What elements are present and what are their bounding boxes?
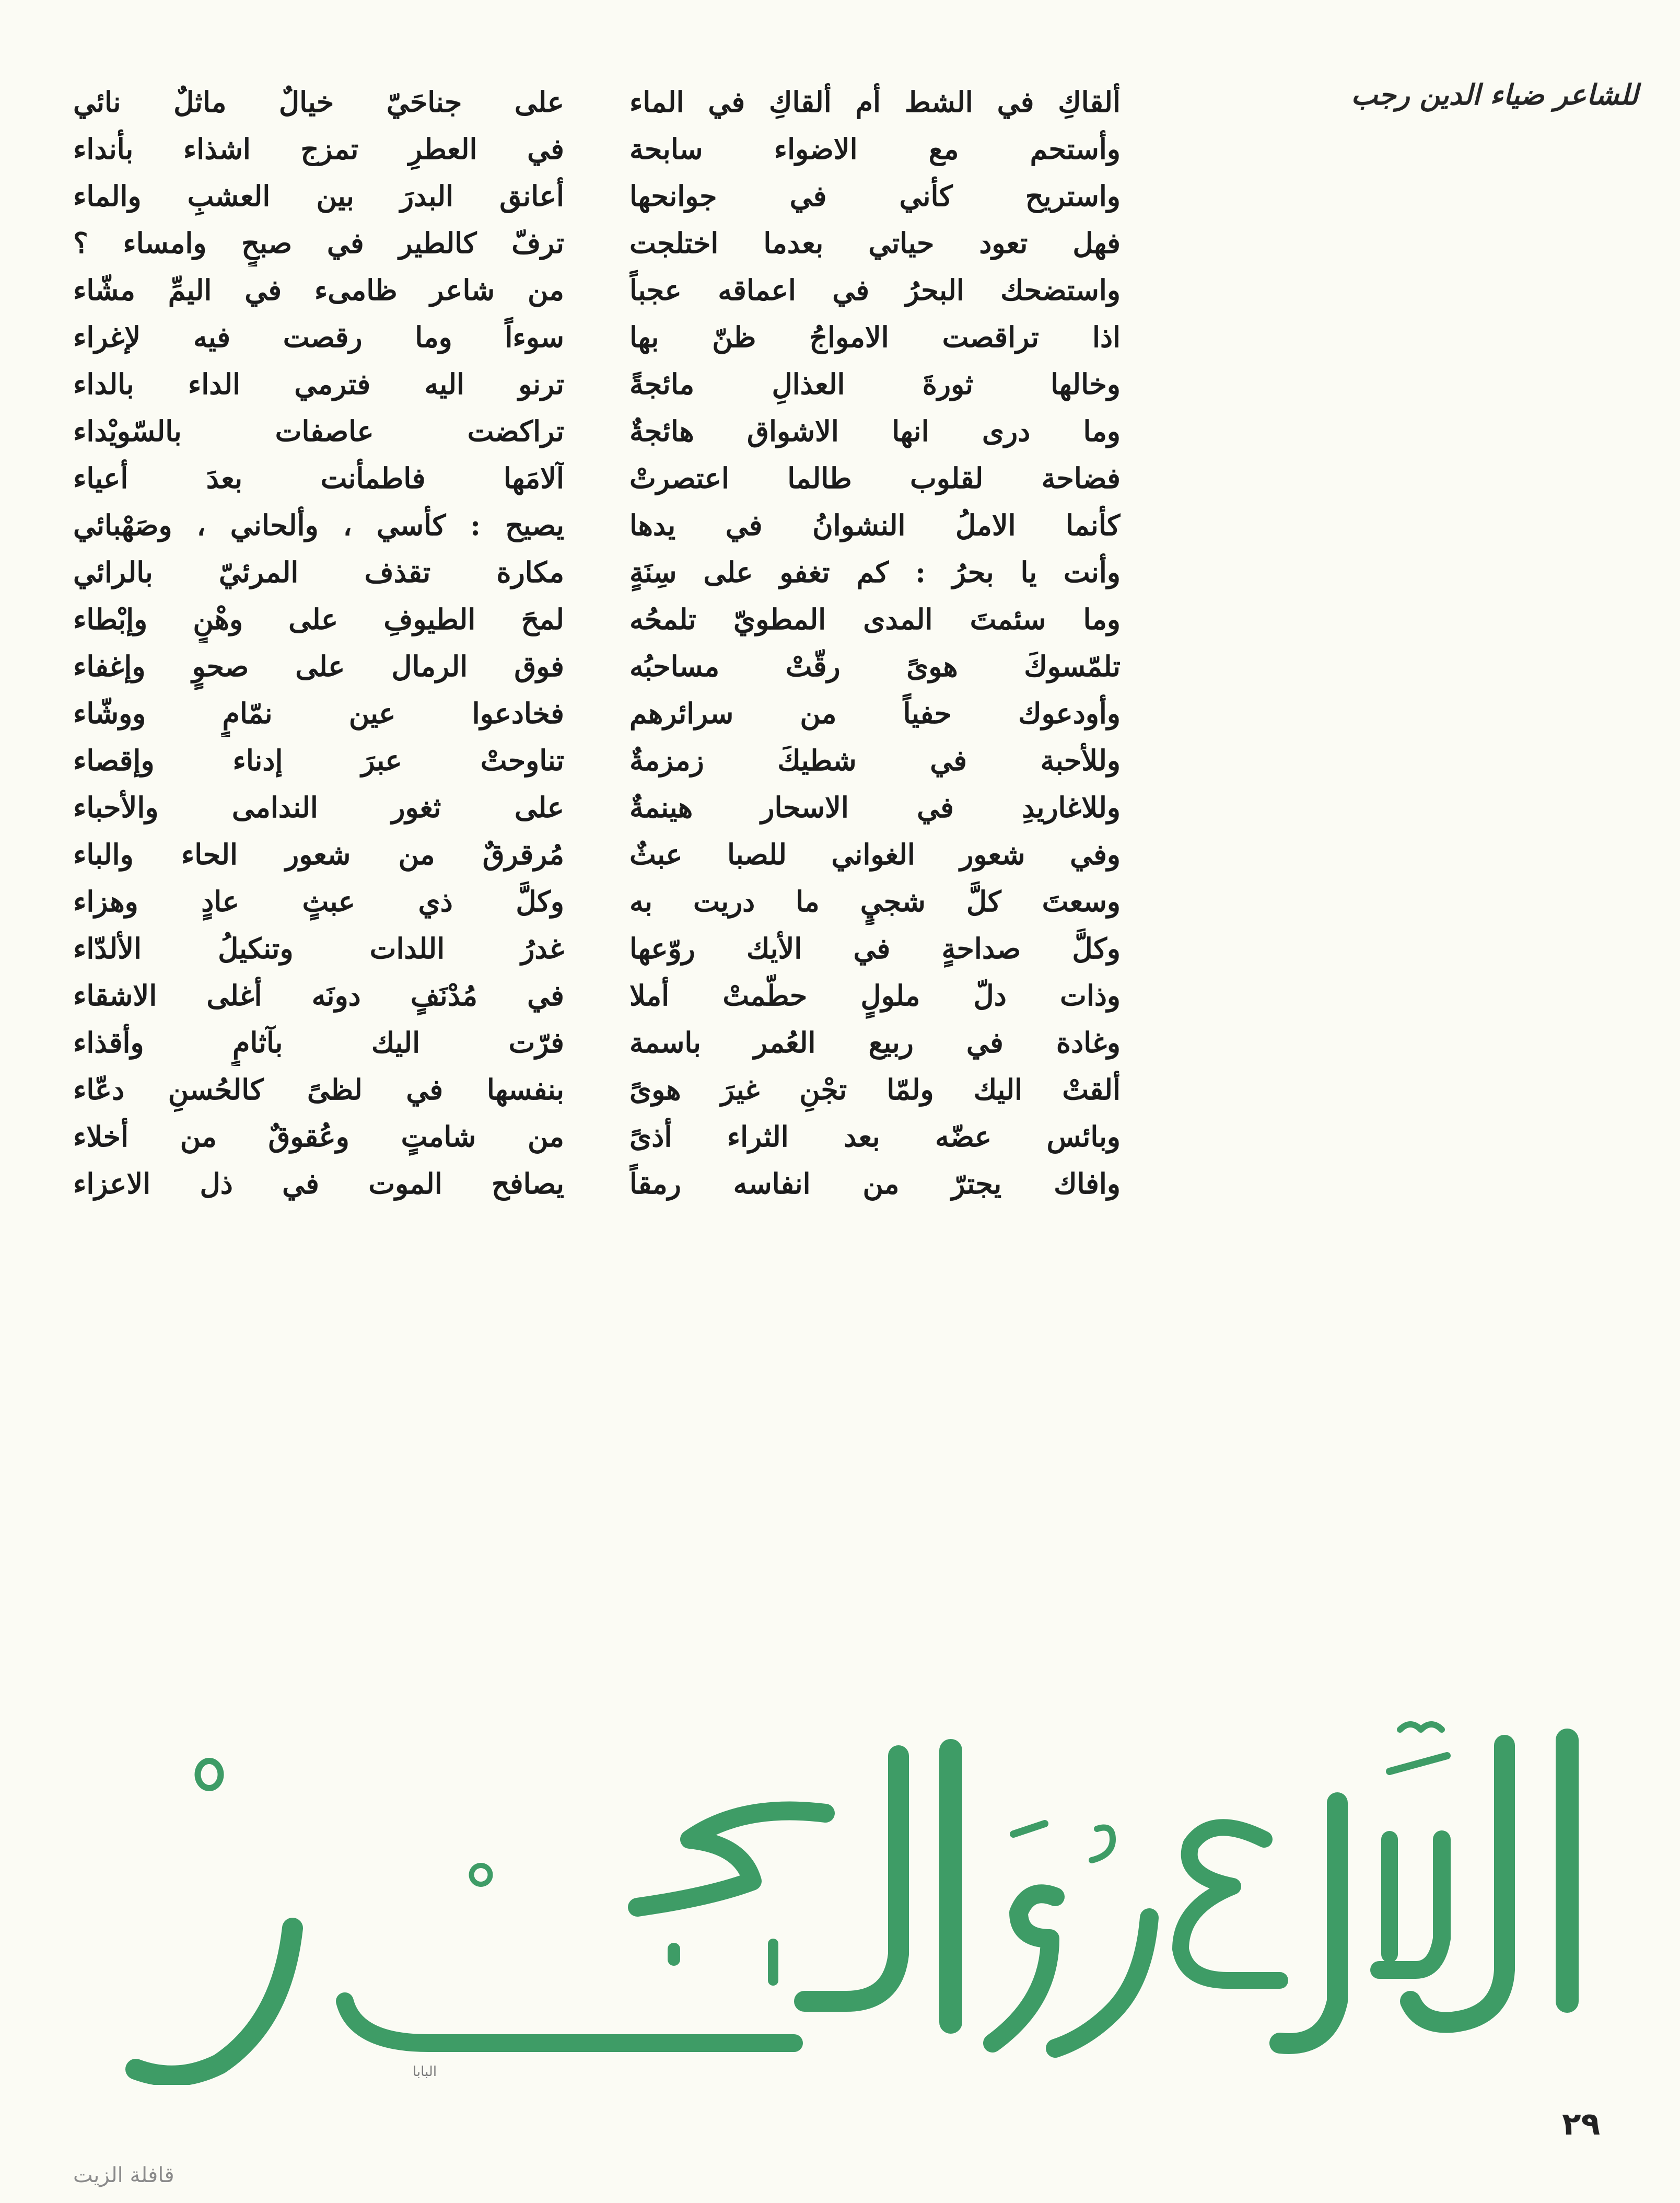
verse-line: واستضحك البحرُ في اعماقه عجباً	[629, 273, 1121, 307]
verse-line: وللاغاريدِ في الاسحار هينمةٌ	[629, 791, 1121, 824]
verse-line: سوءاً وما رقصت فيه لإغراء	[73, 320, 564, 354]
poem-column-left	[73, 78, 564, 1207]
verse-line: غدرُ اللدات وتنكيلُ الألدّاء	[73, 932, 564, 965]
verse-line: واستريح كأني في جوانحها	[629, 179, 1121, 213]
calligrapher-signature: البابا	[413, 2064, 437, 2080]
verse-line: آلامَها فاطمأنت بعدَ أعياء	[73, 461, 564, 495]
verse-line: بنفسها في لظىً كالحُسنِ دعّاء	[73, 1073, 564, 1106]
verse-line: وسعتَ كلَّ شجيٍ ما دريت به	[629, 885, 1121, 918]
verse-line: وفي شعور الغواني للصبا عبثٌ	[629, 838, 1121, 871]
verse-line: فرّت اليك بآثامٍ وأقذاء	[73, 1026, 564, 1059]
verse-line: اذا تراقصت الامواجُ ظنّ بها	[629, 320, 1121, 354]
magazine-name: قافلة الزيت	[73, 2163, 174, 2187]
verse-line: ألقاكِ في الشط أم ألقاكِ في الماء	[629, 85, 1121, 119]
verse-line: وكلَّ صداحةٍ في الأيك روّعها	[629, 932, 1121, 965]
verse-line: فخادعوا عين نمّامٍ ووشّاء	[73, 697, 564, 730]
verse-line: تناوحتْ عبرَ إدناء وإقصاء	[73, 744, 564, 777]
verse-line: لمحَ الطيوفِ على وهْنٍ وإبْطاء	[73, 602, 564, 636]
verse-line: في العطرِ تمزج اشذاء بأنداء	[73, 132, 564, 166]
verse-line: أعانق البدرَ بين العشبِ والماء	[73, 179, 564, 213]
verse-line: وذات دلّ ملولٍ حطّمتْ أملا	[629, 979, 1121, 1012]
verse-line: من شامتٍ وعُقوقٌ من أخلاء	[73, 1120, 564, 1153]
verse-line: وما سئمتَ المدى المطويّ تلمحُه	[629, 602, 1121, 636]
verse-line: وأودعوك حفياً من سرائرهم	[629, 697, 1121, 730]
verse-line: وخالها ثورةَ العذالِ مائجةً	[629, 367, 1121, 401]
verse-line: يصيح : كأسي ، وألحاني ، وصَهْبائي	[73, 508, 564, 542]
verse-line: من شاعر ظامىء في اليمِّ مشّاء	[73, 273, 564, 307]
verse-line: مُرقرقٌ من شعور الحاء والباء	[73, 838, 564, 871]
verse-line: فضاحة لقلوب طالما اعتصرتْ	[629, 461, 1121, 495]
poet-byline: للشاعر ضياء الدين رجب	[1351, 78, 1638, 111]
verse-line: وافاك يجترّ من انفاسه رمقاً	[629, 1167, 1121, 1200]
verse-line: تلمّسوكَ هوىً رقّتْ مساحبُه	[629, 650, 1121, 683]
verse-line: ترنو اليه فترمي الداء بالداء	[73, 367, 564, 401]
verse-line: يصافح الموت في ذل الاعزاء	[73, 1167, 564, 1200]
verse-line: ترفّ كالطير في صبحٍ وامساء ؟	[73, 226, 564, 260]
title-calligraphy	[63, 1709, 1619, 2085]
verse-line: وللأحبة في شطيكَ زمزمةٌ	[629, 744, 1121, 777]
verse-line: مكارة تقذف المرئيّ بالرائي	[73, 555, 564, 589]
page-number: ٢٩	[1562, 2106, 1601, 2142]
verse-line: وغادة في ربيع العُمر باسمة	[629, 1026, 1121, 1059]
verse-line: وأستحم مع الاضواء سابحة	[629, 132, 1121, 166]
verse-line: تراكضت عاصفات بالسّويْداء	[73, 414, 564, 448]
verse-line: في مُدْنَفٍ دونَه أغلى الاشقاء	[73, 979, 564, 1012]
verse-line: على جناحَيّ خيالٌ ماثلٌ نائي	[73, 85, 564, 119]
verse-line: ألقتْ اليك ولمّا تجْنِ غيرَ هوىً	[629, 1073, 1121, 1106]
verse-line: وأنت يا بحرُ : كم تغفو على سِنَةٍ	[629, 555, 1121, 589]
verse-line: وبائس عضّه بعد الثراء أذىً	[629, 1120, 1121, 1153]
verse-line: على ثغور الندامى والأحباء	[73, 791, 564, 824]
verse-line: وما درى انها الاشواق هائجةٌ	[629, 414, 1121, 448]
verse-line: وكلَّ ذي عبثٍ عادٍ وهزاء	[73, 885, 564, 918]
verse-line: فوق الرمال على صحوٍ وإغفاء	[73, 650, 564, 683]
verse-line: كأنما الاملُ النشوانُ في يدها	[629, 508, 1121, 542]
verse-line: فهل تعود حياتي بعدما اختلجت	[629, 226, 1121, 260]
poem-column-right	[629, 78, 1121, 1207]
